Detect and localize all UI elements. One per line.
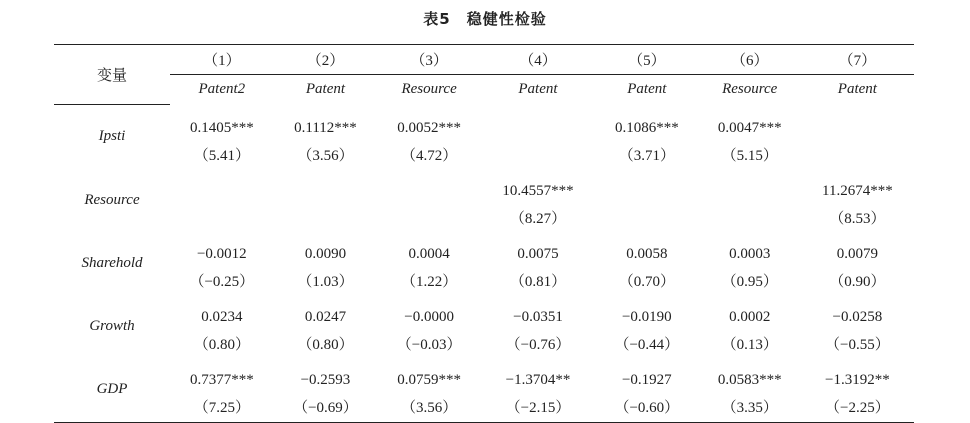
coef-cell: 0.0759*** (397, 372, 461, 388)
coef-cell: 0.1405*** (189, 120, 254, 136)
t-stat-cell: （8.53） (829, 211, 886, 227)
coef-cell: 0.0583*** (717, 372, 782, 388)
coef-cell: −0.0258 (832, 309, 883, 325)
t-stat-cell: （−0.76） (505, 337, 571, 353)
coef-cell: 0.0052*** (397, 120, 461, 136)
col-number-4: （4） (481, 45, 595, 75)
t-stat-cell: （−0.69） (274, 391, 378, 423)
header-row-numbers (54, 45, 914, 75)
coef-cell: −0.0190 (621, 309, 672, 325)
t-stat-cell (699, 202, 801, 233)
table-row-tstat (54, 202, 914, 233)
col-name-5: Patent (627, 81, 667, 97)
col-number-3: （3） (377, 45, 481, 75)
coef-cell: −0.0000 (404, 309, 454, 325)
header-row-names (54, 75, 914, 105)
col-name-1: Patent2 (198, 81, 246, 97)
t-stat-cell: （0.13） (721, 337, 778, 353)
table-row-coef (54, 359, 914, 391)
t-stat-cell (170, 202, 274, 233)
coef-cell: 0.0079 (836, 246, 878, 262)
t-stat-cell: （−0.60） (595, 391, 699, 423)
t-stat-cell: （4.72） (400, 148, 458, 164)
t-stat-cell (595, 202, 699, 233)
t-stat-cell: （5.41） (193, 148, 250, 164)
coef-cell (274, 170, 378, 202)
t-stat-cell: （7.25） (170, 391, 274, 423)
t-stat-cell: （0.70） (618, 274, 675, 290)
coef-cell: 0.0234 (201, 309, 243, 325)
coef-cell: −1.3704** (505, 372, 571, 388)
coef-cell: 0.0004 (408, 246, 450, 262)
variable-name: Growth (89, 318, 135, 334)
t-stat-cell: （0.95） (721, 274, 778, 290)
col-number-6: （6） (699, 45, 801, 75)
coef-cell: −0.0351 (513, 309, 563, 325)
t-stat-cell: （−0.55） (825, 337, 890, 353)
coef-cell: 0.0090 (304, 246, 347, 262)
col-number-2: （2） (274, 45, 378, 75)
coef-cell (481, 104, 595, 139)
t-stat-cell: （−2.25） (801, 391, 914, 423)
col-name-6: Resource (722, 81, 778, 97)
col-name-3: Resource (401, 81, 457, 97)
t-stat-cell (801, 139, 914, 170)
variable-name: Resource (84, 192, 140, 208)
table-row-coef (54, 170, 914, 202)
coef-cell: 0.0047*** (717, 120, 782, 136)
t-stat-cell: （0.80） (297, 337, 354, 353)
col-number-7: （7） (801, 45, 914, 75)
table-body (54, 104, 914, 423)
t-stat-cell: （8.27） (509, 211, 567, 227)
t-stat-cell: （5.15） (721, 148, 778, 164)
coef-cell: 0.0075 (517, 246, 559, 262)
t-stat-cell: （−0.44） (614, 337, 680, 353)
table-row-coef (54, 233, 914, 265)
coef-cell: 10.4557*** (502, 183, 574, 199)
robustness-table (54, 44, 914, 423)
col-number-5: （5） (595, 45, 699, 75)
coef-cell (699, 170, 801, 202)
variable-name: Ipsti (98, 127, 126, 144)
t-stat-cell (481, 139, 595, 170)
coef-cell (377, 170, 481, 202)
coef-cell: 0.0058 (626, 246, 668, 262)
coef-cell: 11.2674*** (822, 183, 893, 199)
t-stat-cell: （0.81） (509, 274, 567, 290)
coef-cell: −0.1927 (621, 372, 672, 388)
coef-cell: 0.1112*** (294, 120, 357, 136)
variable-header: 变量 (54, 45, 170, 105)
table-row-tstat (54, 328, 914, 359)
t-stat-cell: （1.22） (400, 274, 458, 290)
table-row-coef (54, 296, 914, 328)
coef-cell (801, 104, 914, 139)
coef-cell: 0.0002 (729, 309, 771, 325)
coef-cell (170, 170, 274, 202)
t-stat-cell: （−0.25） (189, 274, 255, 290)
coef-cell: −0.2593 (300, 372, 351, 388)
t-stat-cell: （0.80） (193, 337, 250, 353)
t-stat-cell: （3.56） (377, 391, 481, 423)
col-name-4: Patent (518, 81, 558, 97)
t-stat-cell: （1.03） (297, 274, 354, 290)
coef-cell: −1.3192** (825, 372, 890, 388)
table-title: 表5 稳健性检验 (423, 10, 547, 28)
table-row-coef (54, 104, 914, 139)
col-name-7: Patent (837, 81, 877, 97)
coef-cell: 0.7377*** (189, 372, 254, 388)
coef-cell (595, 170, 699, 202)
table-row-tstat (54, 265, 914, 296)
t-stat-cell: （−0.03） (396, 337, 462, 353)
t-stat-cell: （−2.15） (481, 391, 595, 423)
col-number-1: （1） (170, 45, 274, 75)
col-name-2: Patent (305, 81, 346, 97)
t-stat-cell (274, 202, 378, 233)
coef-cell: 0.1086*** (614, 120, 679, 136)
coef-cell: −0.0012 (196, 246, 247, 262)
coef-cell: 0.0003 (729, 246, 771, 262)
coef-cell: 0.0247 (304, 309, 347, 325)
t-stat-cell: （3.71） (618, 148, 675, 164)
t-stat-cell: （3.56） (297, 148, 354, 164)
table-row-tstat (54, 391, 914, 423)
t-stat-cell (377, 202, 481, 233)
variable-name: GDP (54, 359, 170, 423)
t-stat-cell: （3.35） (699, 391, 801, 423)
t-stat-cell: （0.90） (829, 274, 886, 290)
variable-name: Sharehold (81, 255, 143, 271)
table-row-tstat (54, 139, 914, 170)
